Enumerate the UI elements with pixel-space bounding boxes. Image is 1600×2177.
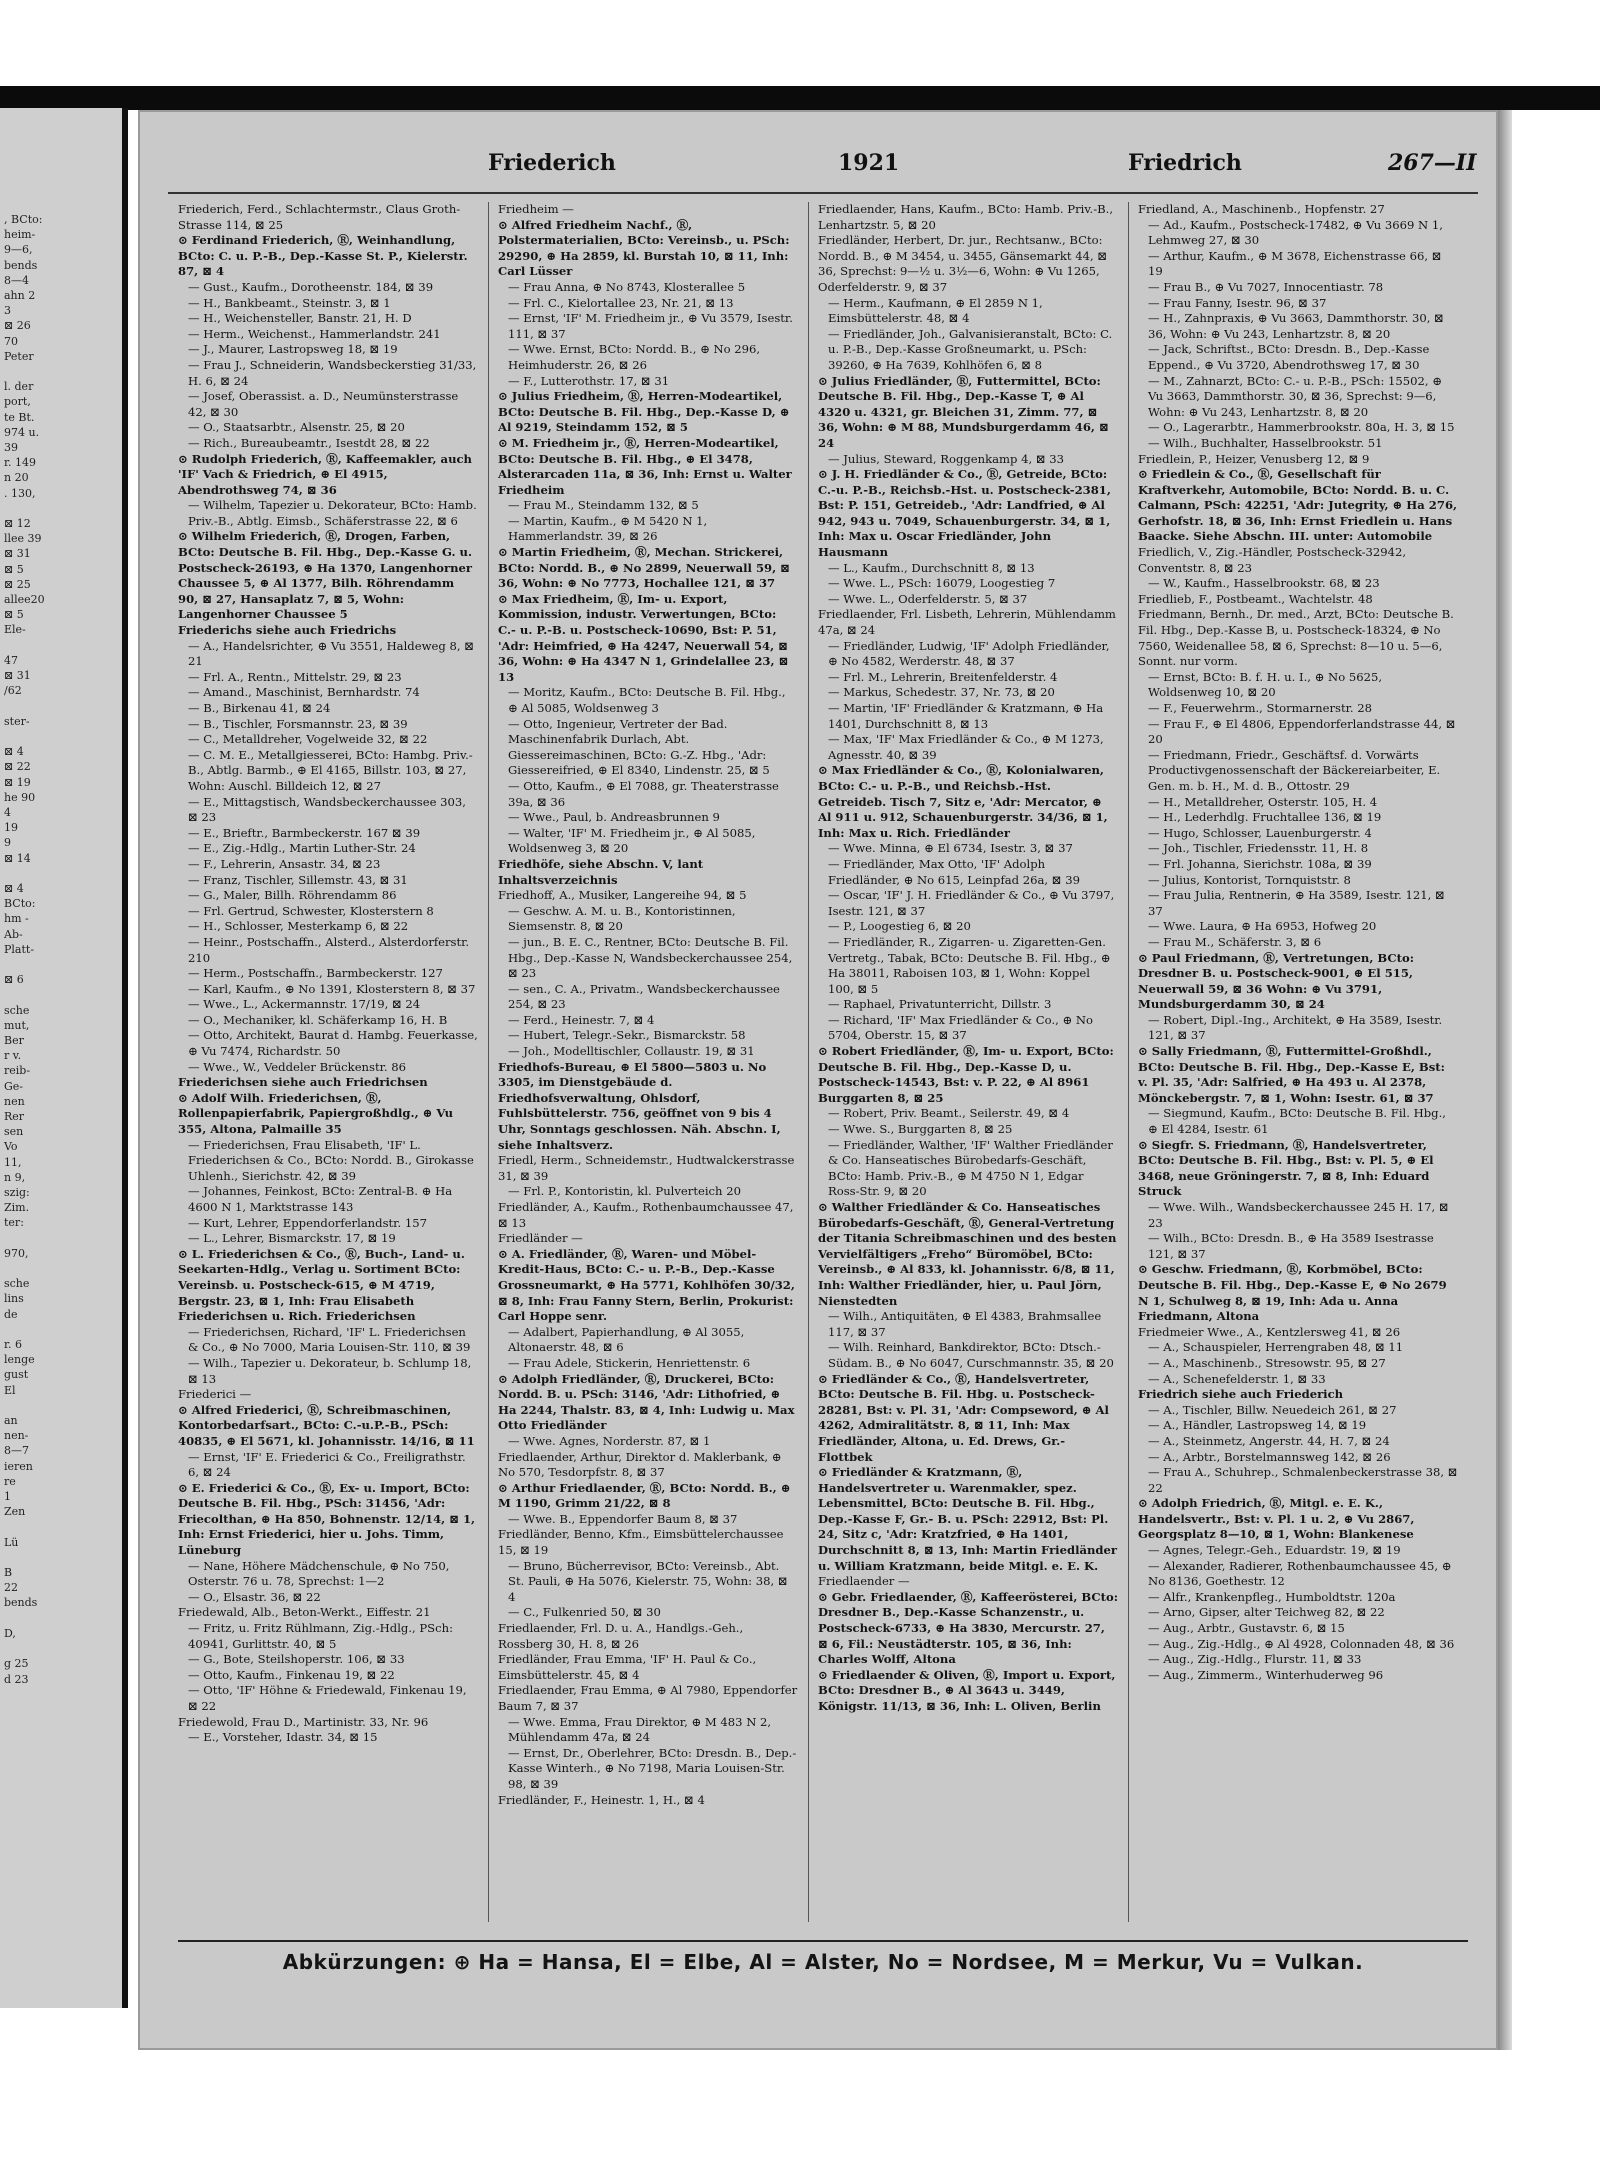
directory-entry: — Frau Julia, Rentnerin, ⊕ Ha 3589, Isestr. 121, ⊠ 37 [1148,888,1445,918]
directory-entry: — A., Tischler, Billw. Neuedeich 261, ⊠ 27 [1148,1402,1397,1417]
directory-entry: — Ferd., Heinestr. 7, ⊠ 4 [508,1012,655,1027]
directory-entry: ⊙ Walther Friedländer & Co. Hanseatisches Bürobedarfs-Geschäft, Ⓡ, General-Vertretung der Titania Schreibmaschinen und des besten Vervielfältigers „Freho“ Büromöbel, BCto: Vereinsb., ⊕ Al 833, kl. Johannisstr. 6/8, ⊠ 11, Inh: Walther Friedländer, hier, u. Paul Jörn, Nienstedten [818,1200,1117,1308]
directory-entry: ⊙ Sally Friedmann, Ⓡ, Futtermittel-Großhdl., BCto: Deutsche B. Fil. Hbg., Dep.-Kasse E, Bst: v. Pl. 35, 'Adr: Salfried, ⊕ Ha 493 u. Al 2378, Mönckebergstr. 7, ⊠ 1, Wohn: Isestr. 61, ⊠ 37 [1138,1044,1445,1105]
directory-entry: — A., Schauspieler, Herrengraben 48, ⊠ 11 [1148,1340,1404,1355]
directory-entry: — Agnes, Telegr.-Geh., Eduardstr. 19, ⊠ 19 [1148,1543,1401,1558]
directory-entry: — Julius, Kontorist, Tornquiststr. 8 [1148,872,1351,887]
directory-entry: ⊙ Adolf Wilh. Friederichsen, Ⓡ, Rollenpapierfabrik, Papiergroßhdlg., ⊕ Vu 355, Altona, Palmaille 35 [178,1090,454,1137]
directory-entry: — O., Elsastr. 36, ⊠ 22 [188,1589,321,1604]
directory-entry: — Raphael, Privatunterricht, Dillstr. 3 [828,997,1052,1012]
directory-entry: — Frau A., Schuhrep., Schmalenbeckerstrasse 38, ⊠ 22 [1148,1465,1458,1495]
directory-entry: — O., Staatsarbtr., Alsenstr. 25, ⊠ 20 [188,420,405,435]
directory-entry: — Frau M., Schäferstr. 3, ⊠ 6 [1148,934,1322,949]
directory-entry: — Bruno, Bücherrevisor, BCto: Vereinsb., Abt. St. Pauli, ⊕ Ha 5076, Kielerstr. 75, Wohn: 38, ⊠ 4 [508,1558,788,1604]
directory-entry: — J., Maurer, Lastropsweg 18, ⊠ 19 [188,342,398,357]
directory-entry: ⊙ Ferdinand Friederich, Ⓡ, Weinhandlung, BCto: C. u. P.-B., Dep.-Kasse St. P., Kielerstr. 87, ⊠ 4 [178,233,468,279]
directory-entry: — Wwe. Ernst, BCto: Nordd. B., ⊕ No 296, Heimhuderstr. 26, ⊠ 26 [508,342,761,372]
directory-entry: ⊙ A. Friedländer, Ⓡ, Waren- und Möbel-Kredit-Haus, BCto: C.- u. P.-B., Dep.-Kasse Grossneumarkt, ⊕ Ha 5771, Kohlhöfen 30/32, ⊠ 8, Inh: Frau Fanny Stern, Berlin, Prokurist: Carl Hoppe senr. [498,1246,795,1324]
directory-entry: — B., Tischler, Forsmannstr. 23, ⊠ 39 [188,716,408,731]
directory-entry: — Alexander, Radierer, Rothenbaumchaussee 45, ⊕ No 8136, Goethestr. 12 [1148,1558,1452,1589]
directory-entry: — E., Vorsteher, Idastr. 34, ⊠ 15 [188,1730,378,1745]
directory-entry: — Heinr., Postschaffn., Alsterd., Alsterdorferstr. 210 [188,934,470,965]
directory-entry: — Wwe., Paul, b. Andreasbrunnen 9 [508,810,720,825]
directory-entry: — Ernst, 'IF' M. Friedheim jr., ⊕ Vu 3579, Isestr. 111, ⊠ 37 [508,311,793,341]
directory-entry: — Herm., Kaufmann, ⊕ El 2859 N 1, Eimsbüttelerstr. 48, ⊠ 4 [828,295,1043,326]
directory-entry: — Wilh., Buchhalter, Hasselbrookstr. 51 [1148,435,1383,450]
directory-entry: — F., Lutterothstr. 17, ⊠ 31 [508,373,670,388]
directory-entry: ⊙ Adolph Friedländer, Ⓡ, Druckerei, BCto: Nordd. B. u. PSch: 3146, 'Adr: Lithofried, ⊕ Ha 2244, Thalstr. 83, ⊠ 4, Inh: Ludwig u. Max Otto Friedländer [498,1371,795,1433]
directory-entry: — Herm., Weichenst., Hammerlandstr. 241 [188,326,441,341]
directory-entry: — Martin, Kaufm., ⊕ M 5420 N 1, Hammerlandstr. 39, ⊠ 26 [508,513,708,544]
directory-entry: — Frl. Gertrud, Schwester, Klosterstern 8 [188,903,434,918]
directory-entry: — F., Feuerwehrm., Stormarnerstr. 28 [1148,701,1372,715]
directory-entry: — Adalbert, Papierhandlung, ⊕ Al 3055, Altonaerstr. 48, ⊠ 6 [508,1324,745,1355]
directory-page [138,110,1498,2050]
directory-entry: Friedewold, Frau D., Martinistr. 33, Nr. 96 [178,1714,429,1729]
directory-entry: Friedlaender — [818,1574,910,1589]
directory-entry: — Friedländer, R., Zigarren- u. Zigaretten-Gen. Vertretg., Tabak, BCto: Deutsche B. Fil. Hbg., ⊕ Ha 38011, Raboisen 103, ⊠ 1, Wohn: Koppel 100, ⊠ 5 [828,934,1111,996]
directory-entry: ⊙ J. H. Friedländer & Co., Ⓡ, Getreide, BCto: C.-u. P.-B., Reichsb.-Hst. u. Postscheck-2381, Bst: P. 151, Getreideb., 'Adr: Landfried, ⊕ Al 942, 943 u. 7049, Schauenburgerstr. 34, ⊠ 1, Inh: Max u. Oscar Friedländer, John Hausmann [818,467,1111,560]
directory-entry: Friederich, Ferd., Schlachtermstr., Claus Groth-Strasse 114, ⊠ 25 [178,202,461,232]
directory-entry: — Friedländer, Joh., Galvanisieranstalt, BCto: C. u. P.-B., Dep.-Kasse Großneumarkt, u. PSch: 39260, ⊕ Ha 7639, Kohlhöfen 6, ⊠ 8 [828,326,1113,372]
directory-entry: — Wwe., W., Veddeler Brückenstr. 86 [188,1059,407,1074]
directory-entry: — Amand., Maschinist, Bernhardstr. 74 [188,685,420,700]
page-number: 267—II [1388,150,1477,176]
scan-top-border [0,86,1600,110]
directory-entry: ⊙ Robert Friedländer, Ⓡ, Im- u. Export, BCto: Deutsche B. Fil. Hbg., Dep.-Kasse D, u. Postscheck-14543, Bst: v. P. 22, ⊕ Al 8961 Burggarten 8, ⊠ 25 [818,1044,1114,1105]
directory-entry: — Wwe. L., Oderfelderstr. 5, ⊠ 37 [828,591,1028,606]
directory-column-2 [498,202,798,1922]
column-divider [1128,202,1129,1922]
directory-entry: — Frl. Johanna, Sierichstr. 108a, ⊠ 39 [1148,856,1372,871]
directory-entry: — E., Mittagstisch, Wandsbeckerchaussee 303, ⊠ 23 [188,794,466,825]
directory-entry: — Frau B., ⊕ Vu 7027, Innocentiastr. 78 [1148,279,1384,294]
directory-entry: — Siegmund, Kaufm., BCto: Deutsche B. Fil. Hbg., ⊕ El 4284, Isestr. 61 [1148,1106,1446,1137]
directory-entry: — Frau Anna, ⊕ No 8743, Klosterallee 5 [508,279,746,294]
directory-entry: Friederici — [178,1387,252,1402]
directory-entry: — jun., B. E. C., Rentner, BCto: Deutsche B. Fil. Hbg., Dep.-Kasse N, Wandsbeckerchaussee 254, ⊠ 23 [508,934,793,981]
directory-entry: — E., Zig.-Hdlg., Martin Luther-Str. 24 [188,841,416,856]
directory-entry: — Alfr., Krankenpfleg., Humboldtstr. 120a [1148,1589,1396,1604]
directory-entry: — Julius, Steward, Roggenkamp 4, ⊠ 33 [828,451,1065,466]
directory-entry: — G., Maler, Billh. Röhrendamm 86 [188,888,397,903]
directory-entry: — Rich., Bureaubeamtr., Isestdt 28, ⊠ 22 [188,435,430,450]
directory-entry: ⊙ Wilhelm Friederich, Ⓡ, Drogen, Farben, BCto: Deutsche B. Fil. Hbg., Dep.-Kasse G. u. Postscheck-26193, ⊕ Ha 1370, Langenhorner Chaussee 5, ⊕ Al 1377, Bilh. Röhrendamm 90, ⊠ 27, Hansaplatz 7, ⊠ 5, Wohn: Langenhorner Chaussee 5 [178,529,473,622]
directory-entry: — Frau F., ⊕ El 4806, Eppendorferlandstrasse 44, ⊠ 20 [1148,716,1456,747]
directory-entry: ⊙ Alfred Friedheim Nachf., Ⓡ, Polstermaterialien, BCto: Vereinsb., u. PSch: 29290, ⊕ Ha 2859, kl. Burstah 10, ⊠ 11, Inh: Carl Lüsser [498,217,790,279]
directory-entry: — sen., C. A., Privatm., Wandsbeckerchaussee 254, ⊠ 23 [508,981,780,1012]
directory-entry: ⊙ Friedlaender & Oliven, Ⓡ, Import u. Export, BCto: Dresdner B., ⊕ Al 3643 u. 3449, Königstr. 11/13, ⊠ 36, Inh: L. Oliven, Berlin [818,1667,1116,1713]
directory-entry: — A., Handelsrichter, ⊕ Vu 3551, Haldeweg 8, ⊠ 21 [188,638,474,669]
directory-entry: — Robert, Priv. Beamt., Seilerstr. 49, ⊠ 4 [828,1106,1070,1121]
directory-entry: — Otto, 'IF' Höhne & Friedewald, Finkenau 19, ⊠ 22 [188,1683,467,1713]
directory-entry: — Robert, Dipl.-Ing., Architekt, ⊕ Ha 3589, Isestr. 121, ⊠ 37 [1148,1012,1443,1043]
directory-entry: — A., Schenefelderstr. 1, ⊠ 33 [1148,1371,1326,1386]
directory-entry: Friedländer, F., Heinestr. 1, H., ⊠ 4 [498,1792,705,1807]
directory-entry: Friedheim — [498,202,574,216]
directory-entry: — Otto, Architekt, Baurat d. Hambg. Feuerkasse, ⊕ Vu 7474, Richardstr. 50 [188,1028,478,1059]
directory-entry: Friedländer, Benno, Kfm., Eimsbüttelerchaussee 15, ⊠ 19 [498,1527,784,1558]
directory-entry: — Hugo, Schlosser, Lauenburgerstr. 4 [1148,825,1372,840]
directory-entry: Friedlich, V., Zig.-Händler, Postscheck-32942, Conventstr. 8, ⊠ 23 [1138,545,1407,575]
directory-entry: ⊙ M. Friedheim jr., Ⓡ, Herren-Modeartikel, BCto: Deutsche B. Fil. Hbg., ⊕ El 3478, Alsterarcaden 11a, ⊠ 36, Inh: Ernst u. Walter Friedheim [498,435,792,497]
directory-entry: — Wwe., L., Ackermannstr. 17/19, ⊠ 24 [188,997,421,1012]
directory-entry: — Frau J., Schneiderin, Wandsbeckerstieg 31/33, H. 6, ⊠ 24 [188,357,477,388]
directory-entry: ⊙ Friedländer & Co., Ⓡ, Handelsvertreter, BCto: Deutsche B. Fil. Hbg. u. Postscheck-28281, Bst: v. Pl. 31, 'Adr: Compseword, ⊕ Al 4262, Admiralitätstr. 8, ⊠ 11, Inh: Max Friedländer, Altona, u. Ed. Drews, Gr.-Flottbek [818,1371,1109,1464]
directory-entry: — Aug., Arbtr., Gustavstr. 6, ⊠ 15 [1148,1621,1345,1636]
directory-entry: Friedhöfe, siehe Abschn. V, lant Inhaltsverzeichnis [498,856,704,887]
directory-entry: — Friederichsen, Richard, 'IF' L. Friederichsen & Co., ⊕ No 7000, Maria Louisen-Str. 110, ⊠ 39 [188,1324,471,1355]
directory-entry: — Franz, Tischler, Sillemstr. 43, ⊠ 31 [188,872,408,887]
directory-column-1 [178,202,478,1922]
directory-entry: — Moritz, Kaufm., BCto: Deutsche B. Fil. Hbg., ⊕ Al 5085, Woldsenweg 3 [508,685,786,715]
directory-entry: Friedlaender, Frau Emma, ⊕ Al 7980, Eppendorfer Baum 7, ⊠ 37 [498,1683,798,1713]
directory-entry: — O., Lagerarbtr., Hammerbrookstr. 80a, H. 3, ⊠ 15 [1148,420,1455,435]
directory-entry: — Ad., Kaufm., Postscheck-17482, ⊕ Vu 3669 N 1, Lehmweg 27, ⊠ 30 [1148,217,1443,248]
directory-entry: — Frau Adele, Stickerin, Henriettenstr. 6 [508,1355,751,1370]
directory-entry: — Aug., Zig.-Hdlg., Flurstr. 11, ⊠ 33 [1148,1652,1362,1667]
directory-entry: ⊙ Geschw. Friedmann, Ⓡ, Korbmöbel, BCto: Deutsche B. Fil. Hbg., Dep.-Kasse E, ⊕ No 2679 N 1, Schulweg 8, ⊠ 19, Inh: Ada u. Anna Friedmann, Altona [1138,1262,1447,1324]
directory-entry: — Joh., Modelltischler, Collaustr. 19, ⊠ 31 [508,1044,755,1059]
directory-column-4 [1138,202,1458,1922]
previous-page-edge [0,108,128,2008]
header-left-word: Friederich [488,150,616,176]
directory-entry: — Kurt, Lehrer, Eppendorferlandstr. 157 [188,1215,427,1230]
directory-entry: — Ernst, Dr., Oberlehrer, BCto: Dresdn. B., Dep.-Kasse Winterh., ⊕ No 7198, Maria Louisen-Str. 98, ⊠ 39 [508,1745,797,1791]
directory-entry: Friedmann, Bernh., Dr. med., Arzt, BCto: Deutsche B. Fil. Hbg., Dep.-Kasse B, u. Postscheck-18324, ⊕ No 7560, Weidenallee 58, ⊠ 6, Sprechst: 8—10 u. 5—6, Sonnt. nur vorm. [1138,607,1454,669]
directory-entry: — W., Kaufm., Hasselbrookstr. 68, ⊠ 23 [1148,576,1380,591]
directory-entry: — Ernst, 'IF' E. Friederici & Co., Freiligrathstr. 6, ⊠ 24 [188,1449,466,1480]
directory-entry: Friedlein, P., Heizer, Venusberg 12, ⊠ 9 [1138,451,1370,466]
directory-entry: — A., Arbtr., Borstelmannsweg 142, ⊠ 26 [1148,1449,1391,1464]
directory-entry: — Wwe. Agnes, Norderstr. 87, ⊠ 1 [508,1433,711,1448]
directory-entry: — M., Zahnarzt, BCto: C.- u. P.-B., PSch: 15502, ⊕ Vu 3663, Dammthorstr. 30, ⊠ 36, Sprechst: 9—6, Wohn: ⊕ Vu 243, Lenhartzstr. 8, ⊠ 20 [1148,373,1443,419]
directory-entry: — Jack, Schriftst., BCto: Dresdn. B., Dep.-Kasse Eppend., ⊕ Vu 3720, Abendrothsweg 17, ⊠ 30 [1148,342,1430,372]
directory-entry: — Wwe. L., PSch: 16079, Loogestieg 7 [828,576,1056,591]
directory-entry: Friederichs siehe auch Friedrichs [178,623,397,638]
directory-entry: — C. M. E., Metallgiesserei, BCto: Hambg. Priv.-B., Abtlg. Barmb., ⊕ El 4165, Billstr. 103, ⊠ 27, Wohn: Auschl. Billdeich 12, ⊠ 27 [188,747,473,793]
directory-entry: ⊙ Max Friedländer & Co., Ⓡ, Kolonialwaren, BCto: C.- u. P.-B., und Reichsb.-Hst. Getreideb. Tisch 7, Sitz e, 'Adr: Mercator, ⊕ Al 911 u. 912, Schauenburgerstr. 34/36, ⊠ 1, Inh: Max u. Rich. Friedländer [818,763,1108,840]
directory-entry: — Markus, Schedestr. 37, Nr. 73, ⊠ 20 [828,685,1055,700]
directory-entry: Friedländer, Herbert, Dr. jur., Rechtsanw., BCto: Nordd. B., ⊕ M 3454, u. 3455, Gänsemarkt 44, ⊠ 36, Sprechst: 9—½ u. 3½—6, Wohn: ⊕ Vu 1265, Oderfelderstr. 9, ⊠ 37 [818,233,1108,294]
directory-entry: — Wwe. B., Eppendorfer Baum 8, ⊠ 37 [508,1511,738,1526]
directory-entry: — Wilh., Antiquitäten, ⊕ El 4383, Brahmsallee 117, ⊠ 37 [828,1309,1102,1339]
directory-entry: — F., Lehrerin, Ansastr. 34, ⊠ 23 [188,856,381,871]
directory-entry: Friedlaender, Frl. D. u. A., Handlgs.-Geh., Rossberg 30, H. 8, ⊠ 26 [498,1621,744,1651]
directory-entry: ⊙ Paul Friedmann, Ⓡ, Vertretungen, BCto: Dresdner B. u. Postscheck-9001, ⊕ El 515, Neuerwall 59, ⊠ 36 Wohn: ⊕ Vu 3791, Mundsburgerdamm 30, ⊠ 24 [1138,950,1415,1012]
directory-entry: — Ernst, BCto: B. f. H. u. I., ⊕ No 5625, Woldsenweg 10, ⊠ 20 [1148,669,1383,700]
header-rule [168,192,1478,194]
directory-entry: — Walter, 'IF' M. Friedheim jr., ⊕ Al 5085, Woldsenweg 3, ⊠ 20 [508,825,756,856]
column-divider [488,202,489,1922]
directory-entry: — Otto, Ingenieur, Vertreter der Bad. Maschinenfabrik Durlach, Abt. Giessereimaschinen, BCto: G.-Z. Hbg., 'Adr: Giessereifried, ⊕ El 8340, Lindenstr. 25, ⊠ 5 [508,716,770,778]
directory-entry: — Otto, Kaufm., ⊕ El 7088, gr. Theaterstrasse 39a, ⊠ 36 [508,778,779,809]
directory-entry: — Arthur, Kaufm., ⊕ M 3678, Eichenstrasse 66, ⊠ 19 [1148,248,1442,279]
header-right-word: Friedrich [1128,150,1242,176]
directory-entry: — Wilh., Tapezier u. Dekorateur, b. Schlump 18, ⊠ 13 [188,1355,472,1386]
directory-entry: Friedlieb, F., Postbeamt., Wachtelstr. 48 [1138,591,1373,606]
directory-entry: — B., Birkenau 41, ⊠ 24 [188,701,331,715]
directory-entry: — G., Bote, Steilshoperstr. 106, ⊠ 33 [188,1652,405,1667]
directory-entry: — Friedländer, Walther, 'IF' Walther Friedländer & Co. Hanseatisches Bürobedarfs-Geschäft, BCto: Hamb. Priv.-B., ⊕ M 4750 N 1, Edgar Ross-Str. 9, ⊠ 20 [828,1137,1113,1199]
previous-page-fragment-text: , BCto: heim- 9—6, bends 8—4 ahn 2 3 ⊠ 26 70 Peter l. der port, te Bt. 974 u. 39 r. 149 n 20 . 130, ⊠ 12 llee 39 ⊠ 31 ⊠ 5 ⊠ 25 allee20 ⊠ 5 Ele- 47 ⊠ 31 /62 ster- ⊠ 4 ⊠ 22 ⊠ 19 he 90 4 19 9 ⊠ 14 ⊠ 4 BCto: hm - Ab- Platt- ⊠ 6 sche mut, Ber r v. reib- Ge- nen Rer sen Vo 11, n 9, szig: Zim. ter: 970, sche lins de r. 6 lenge gust El an nen- 8—7 ieren re 1 Zen Lü B 22 bends D, g 25 d 23 [4,213,45,1686]
directory-entry: ⊙ Friedländer & Kratzmann, Ⓡ, Handelsvertreter u. Warenmakler, spez. Lebensmittel, BCto: Deutsche B. Fil. Hbg., Dep.-Kasse F, Gr.- B. u. PSch: 22912, Bst: Pl. 24, Sitz c, 'Adr: Kratzfried, ⊕ Ha 1401, Durchschnitt 8, ⊠ 13, Inh: Martin Friedländer u. William Kratzmann, beide Mitgl. e. E. K. [818,1465,1118,1573]
directory-entry: — Frl. C., Kielortallee 23, Nr. 21, ⊠ 13 [508,295,734,310]
directory-entry: — Frau Fanny, Isestr. 96, ⊠ 37 [1148,295,1327,310]
directory-entry: Friedmeier Wwe., A., Kentzlersweg 41, ⊠ 26 [1138,1324,1401,1339]
directory-entry: ⊙ Adolph Friedrich, Ⓡ, Mitgl. e. E. K., Handelsvertr., Bst: v. Pl. 1 u. 2, ⊕ Vu 2867, Georgsplatz 8—10, ⊠ 1, Wohn: Blankenese [1138,1496,1415,1542]
directory-entry: Friederichsen siehe auch Friedrichsen [178,1075,428,1090]
directory-entry: — L., Kaufm., Durchschnitt 8, ⊠ 13 [828,560,1035,575]
abbreviations-footer: Abkürzungen: ⊕ Ha = Hansa, El = Elbe, Al = Alster, No = Nordsee, M = Merkur, Vu = Vulkan. [178,1940,1468,1990]
directory-entry: Friedewald, Alb., Beton-Werkt., Eiffestr. 21 [178,1605,431,1620]
directory-entry: — C., Fulkenried 50, ⊠ 30 [508,1605,661,1620]
directory-entry: — Wwe. Emma, Frau Direktor, ⊕ M 483 N 2, Mühlendamm 47a, ⊠ 24 [508,1714,772,1745]
directory-entry: Friedl, Herm., Schneidemstr., Hudtwalckerstrasse 31, ⊠ 39 [498,1153,795,1183]
directory-entry: — E., Brieftr., Barmbeckerstr. 167 ⊠ 39 [188,825,421,840]
directory-entry: — H., Bankbeamt., Steinstr. 3, ⊠ 1 [188,295,391,310]
directory-column-3 [818,202,1118,1922]
directory-entry: — Frl. M., Lehrerin, Breitenfelderstr. 4 [828,669,1058,684]
directory-entry: ⊙ L. Friederichsen & Co., Ⓡ, Buch-, Land- u. Seekarten-Hdlg., Verlag u. Sortiment BCto: Vereinsb. u. Postscheck-615, ⊕ M 4719, Bergstr. 23, ⊠ 1, Inh: Frau Elisabeth Friederichsen u. Rich. Friederichsen [178,1246,465,1324]
directory-entry: ⊙ Friedlein & Co., Ⓡ, Gesellschaft für Kraftverkehr, Automobile, BCto: Nordd. B. u. C. Calmann, PSch: 42251, 'Adr: Jutegrity, ⊕ Ha 276, Gerhofstr. 18, ⊠ 36, Inh: Ernst Friedlein u. Hans Baacke. Siehe Abschn. III. unter: Automobile [1138,467,1458,544]
directory-entry: — Richard, 'IF' Max Friedländer & Co., ⊕ No 5704, Oberstr. 15, ⊠ 37 [828,1012,1094,1043]
directory-entry: — H., Zahnpraxis, ⊕ Vu 3663, Dammthorstr. 30, ⊠ 36, Wohn: ⊕ Vu 243, Lenhartzstr. 8, ⊠ 20 [1148,311,1444,341]
directory-entry: — P., Loogestieg 6, ⊠ 20 [828,919,971,934]
directory-entry: — Oscar, 'IF' J. H. Friedländer & Co., ⊕ Vu 3797, Isestr. 121, ⊠ 37 [828,888,1115,918]
directory-entry: — A., Maschinenb., Stresowstr. 95, ⊠ 27 [1148,1355,1386,1370]
directory-entry: — Karl, Kaufm., ⊕ No 1391, Klosterstern 8, ⊠ 37 [188,981,476,996]
column-divider [808,202,809,1922]
directory-entry: — Martin, 'IF' Friedländer & Kratzmann, ⊕ Ha 1401, Durchschnitt 8, ⊠ 13 [828,701,1104,731]
directory-entry: — Aug., Zig.-Hdlg., ⊕ Al 4928, Colonnaden 48, ⊠ 36 [1148,1636,1455,1651]
directory-entry: ⊙ Julius Friedländer, Ⓡ, Futtermittel, BCto: Deutsche B. Fil. Hbg., Dep.-Kasse T, ⊕ Al 4320 u. 4321, gr. Bleichen 31, Zimm. 77, ⊠ 36, Wohn: ⊕ M 88, Mundsburgerdamm 46, ⊠ 24 [818,373,1109,450]
directory-entry: Friedländer — [498,1231,583,1246]
directory-entry: — Aug., Zimmerm., Winterhuderweg 96 [1148,1667,1384,1682]
directory-entry: — Friedländer, Max Otto, 'IF' Adolph Friedländer, ⊕ No 615, Leinpfad 26a, ⊠ 39 [828,856,1080,887]
directory-entry: ⊙ Rudolph Friederich, Ⓡ, Kaffeemakler, auch 'IF' Vach & Friedrich, ⊕ El 4915, Abendrothsweg 74, ⊠ 36 [178,451,472,497]
directory-entry: — Friederichsen, Frau Elisabeth, 'IF' L. Friederichsen & Co., BCto: Nordd. B., Girokasse Uhlenh., Sierichstr. 42, ⊠ 39 [188,1137,474,1183]
directory-entry: ⊙ E. Friederici & Co., Ⓡ, Ex- u. Import, BCto: Deutsche B. Fil. Hbg., PSch: 31456, 'Adr: Friecolthan, ⊕ Ha 850, Bohnenstr. 12/14, ⊠ 1, Inh: Ernst Friederici, hier u. Johs. Timm, Lüneburg [178,1480,476,1558]
directory-entry: — Friedmann, Friedr., Geschäftsf. d. Vorwärts Productivgenossenschaft der Bäckereiarbeiter, E. Gen. m. b. H., M. d. B., Ottostr. 29 [1148,747,1441,793]
directory-entry: — A., Händler, Lastropsweg 14, ⊠ 19 [1148,1418,1367,1433]
directory-entry: — Joh., Tischler, Friedensstr. 11, H. 8 [1148,841,1369,856]
directory-entry: — Max, 'IF' Max Friedländer & Co., ⊕ M 1273, Agnesstr. 40, ⊠ 39 [828,732,1104,762]
directory-entry: — Geschw. A. M. u. B., Kontoristinnen, Siemsenstr. 8, ⊠ 20 [508,903,736,934]
directory-entry: Friedlaender, Arthur, Direktor d. Maklerbank, ⊕ No 570, Tesdorpfstr. 8, ⊠ 37 [498,1449,782,1480]
directory-entry: — Nane, Höhere Mädchenschule, ⊕ No 750, Osterstr. 76 u. 78, Sprechst: 1—2 [188,1558,450,1589]
directory-entry: — Wwe. Minna, ⊕ El 6734, Isestr. 3, ⊠ 37 [828,841,1073,856]
directory-entry: — Wwe. Laura, ⊕ Ha 6953, Hofweg 20 [1148,919,1377,934]
directory-entry: ⊙ Arthur Friedlaender, Ⓡ, BCto: Nordd. B., ⊕ M 1190, Grimm 21/22, ⊠ 8 [498,1480,791,1511]
directory-entry: Friedlaender, Frl. Lisbeth, Lehrerin, Mühlendamm 47a, ⊠ 24 [818,607,1116,638]
directory-entry: — Hubert, Telegr.-Sekr., Bismarckstr. 58 [508,1028,746,1043]
directory-entry: — Frl. A., Rentn., Mittelstr. 29, ⊠ 23 [188,669,402,684]
directory-entry: — O., Mechaniker, kl. Schäferkamp 16, H. B [188,1012,448,1027]
directory-entry: — Johannes, Feinkost, BCto: Zentral-B. ⊕ Ha 4600 N 1, Marktstrasse 143 [188,1184,453,1214]
directory-entry: — Gust., Kaufm., Dorotheenstr. 184, ⊠ 39 [188,279,434,294]
directory-entry: ⊙ Gebr. Friedlaender, Ⓡ, Kaffeerösterei, BCto: Dresdner B., Dep.-Kasse Schanzenstr., u. Postscheck-6733, ⊕ Ha 3830, Mercurstr. 27, ⊠ 6, Fil.: Neustädterstr. 105, ⊠ 36, Inh: Charles Wolff, Altona [818,1589,1118,1667]
directory-entry: — Frau M., Steindamm 132, ⊠ 5 [508,498,699,513]
directory-entry: — H., Lederhdlg. Fruchtallee 136, ⊠ 19 [1148,810,1382,825]
directory-entry: — H., Metalldreher, Osterstr. 105, H. 4 [1148,794,1378,809]
directory-entry: ⊙ Alfred Friederici, Ⓡ, Schreibmaschinen, Kontorbedarfsart., BCto: C.-u.P.-B., PSch: 40835, ⊕ El 5671, kl. Johannisstr. 14/16, ⊠ 11 [178,1402,475,1448]
directory-entry: Friedrich siehe auch Friederich [1138,1387,1344,1402]
header-year: 1921 [838,150,900,176]
directory-entry: Friedhofs-Bureau, ⊕ El 5800—5803 u. No 3305, im Dienstgebäude d. Friedhofsverwaltung, Ohlsdorf, Fuhlsbüttelerstr. 756, geöffnet von 9 bis 4 Uhr, Sonntags geschlossen. Näh. Abschn. I, siehe Inhaltsverz. [498,1059,781,1152]
page-right-edge-shadow [1498,110,1512,2050]
directory-entry: — Wilhelm, Tapezier u. Dekorateur, BCto: Hamb. Priv.-B., Abtlg. Eimsb., Schäferstrasse 22, ⊠ 6 [188,498,477,528]
directory-entry: — Friedländer, Ludwig, 'IF' Adolph Friedländer, ⊕ No 4582, Werderstr. 48, ⊠ 37 [828,638,1110,669]
directory-entry: Friedländer, Frau Emma, 'IF' H. Paul & Co., Eimsbüttelerstr. 45, ⊠ 4 [498,1652,757,1682]
directory-entry: — Wwe. Wilh., Wandsbeckerchaussee 245 H. 17, ⊠ 23 [1148,1200,1449,1230]
directory-entry: — A., Steinmetz, Angerstr. 44, H. 7, ⊠ 24 [1148,1433,1390,1448]
directory-entry: — Wwe. S., Burggarten 8, ⊠ 25 [828,1122,1013,1137]
directory-entry: — Wilh., BCto: Dresdn. B., ⊕ Ha 3589 Isestrasse 121, ⊠ 37 [1148,1231,1434,1261]
directory-entry: — H., Weichensteller, Banstr. 21, H. D [188,311,412,326]
directory-entry: — C., Metalldreher, Vogelweide 32, ⊠ 22 [188,732,428,747]
directory-entry: — Josef, Oberassist. a. D., Neumünsterstrasse 42, ⊠ 30 [188,389,459,419]
directory-entry: Friedland, A., Maschinenb., Hopfenstr. 27 [1138,202,1385,216]
directory-entry: Friedländer, A., Kaufm., Rothenbaumchaussee 47, ⊠ 13 [498,1200,794,1230]
directory-entry: — Frl. P., Kontoristin, kl. Pulverteich 20 [508,1184,741,1199]
directory-entry: — Otto, Kaufm., Finkenau 19, ⊠ 22 [188,1667,395,1682]
directory-entry: Friedhoff, A., Musiker, Langereihe 94, ⊠ 5 [498,888,747,903]
directory-entry: — Wilh. Reinhard, Bankdirektor, BCto: Dtsch.-Südam. B., ⊕ No 6047, Curschmannstr. 35, ⊠ 20 [828,1340,1114,1370]
directory-entry: ⊙ Max Friedheim, Ⓡ, Im- u. Export, Kommission, industr. Verwertungen, BCto: C.- u. P.-B. u. Postscheck-10690, Bst: P. 51, 'Adr: Heimfried, ⊕ Ha 4247, Neuerwall 54, ⊠ 36, Wohn: ⊕ Ha 4347 N 1, Grindelallee 23, ⊠ 13 [498,591,789,684]
directory-entry: — Herm., Postschaffn., Barmbeckerstr. 127 [188,966,443,981]
directory-entry: — H., Schlosser, Mesterkamp 6, ⊠ 22 [188,919,409,934]
directory-entry: — Arno, Gipser, alter Teichweg 82, ⊠ 22 [1148,1605,1385,1620]
directory-entry: — L., Lehrer, Bismarckstr. 17, ⊠ 19 [188,1231,396,1246]
page-header [138,150,1498,186]
directory-entry: — Fritz, u. Fritz Rühlmann, Zig.-Hdlg., PSch: 40941, Gurlittstr. 40, ⊠ 5 [188,1621,453,1651]
directory-entry: Friedlaender, Hans, Kaufm., BCto: Hamb. Priv.-B., Lenhartzstr. 5, ⊠ 20 [818,202,1113,232]
directory-entry: ⊙ Siegfr. S. Friedmann, Ⓡ, Handelsvertreter, BCto: Deutsche B. Fil. Hbg., Bst: v. Pl. 5, ⊕ El 3468, neue Gröningerstr. 7, ⊠ 8, Inh: Eduard Struck [1138,1137,1434,1199]
directory-entry: ⊙ Julius Friedheim, Ⓡ, Herren-Modeartikel, BCto: Deutsche B. Fil. Hbg., Dep.-Kasse D, ⊕ Al 9219, Steindamm 152, ⊠ 5 [498,389,790,435]
directory-entry: ⊙ Martin Friedheim, Ⓡ, Mechan. Strickerei, BCto: Nordd. B., ⊕ No 2899, Neuerwall 59, ⊠ 36, Wohn: ⊕ No 7773, Hochallee 121, ⊠ 37 [498,545,790,591]
